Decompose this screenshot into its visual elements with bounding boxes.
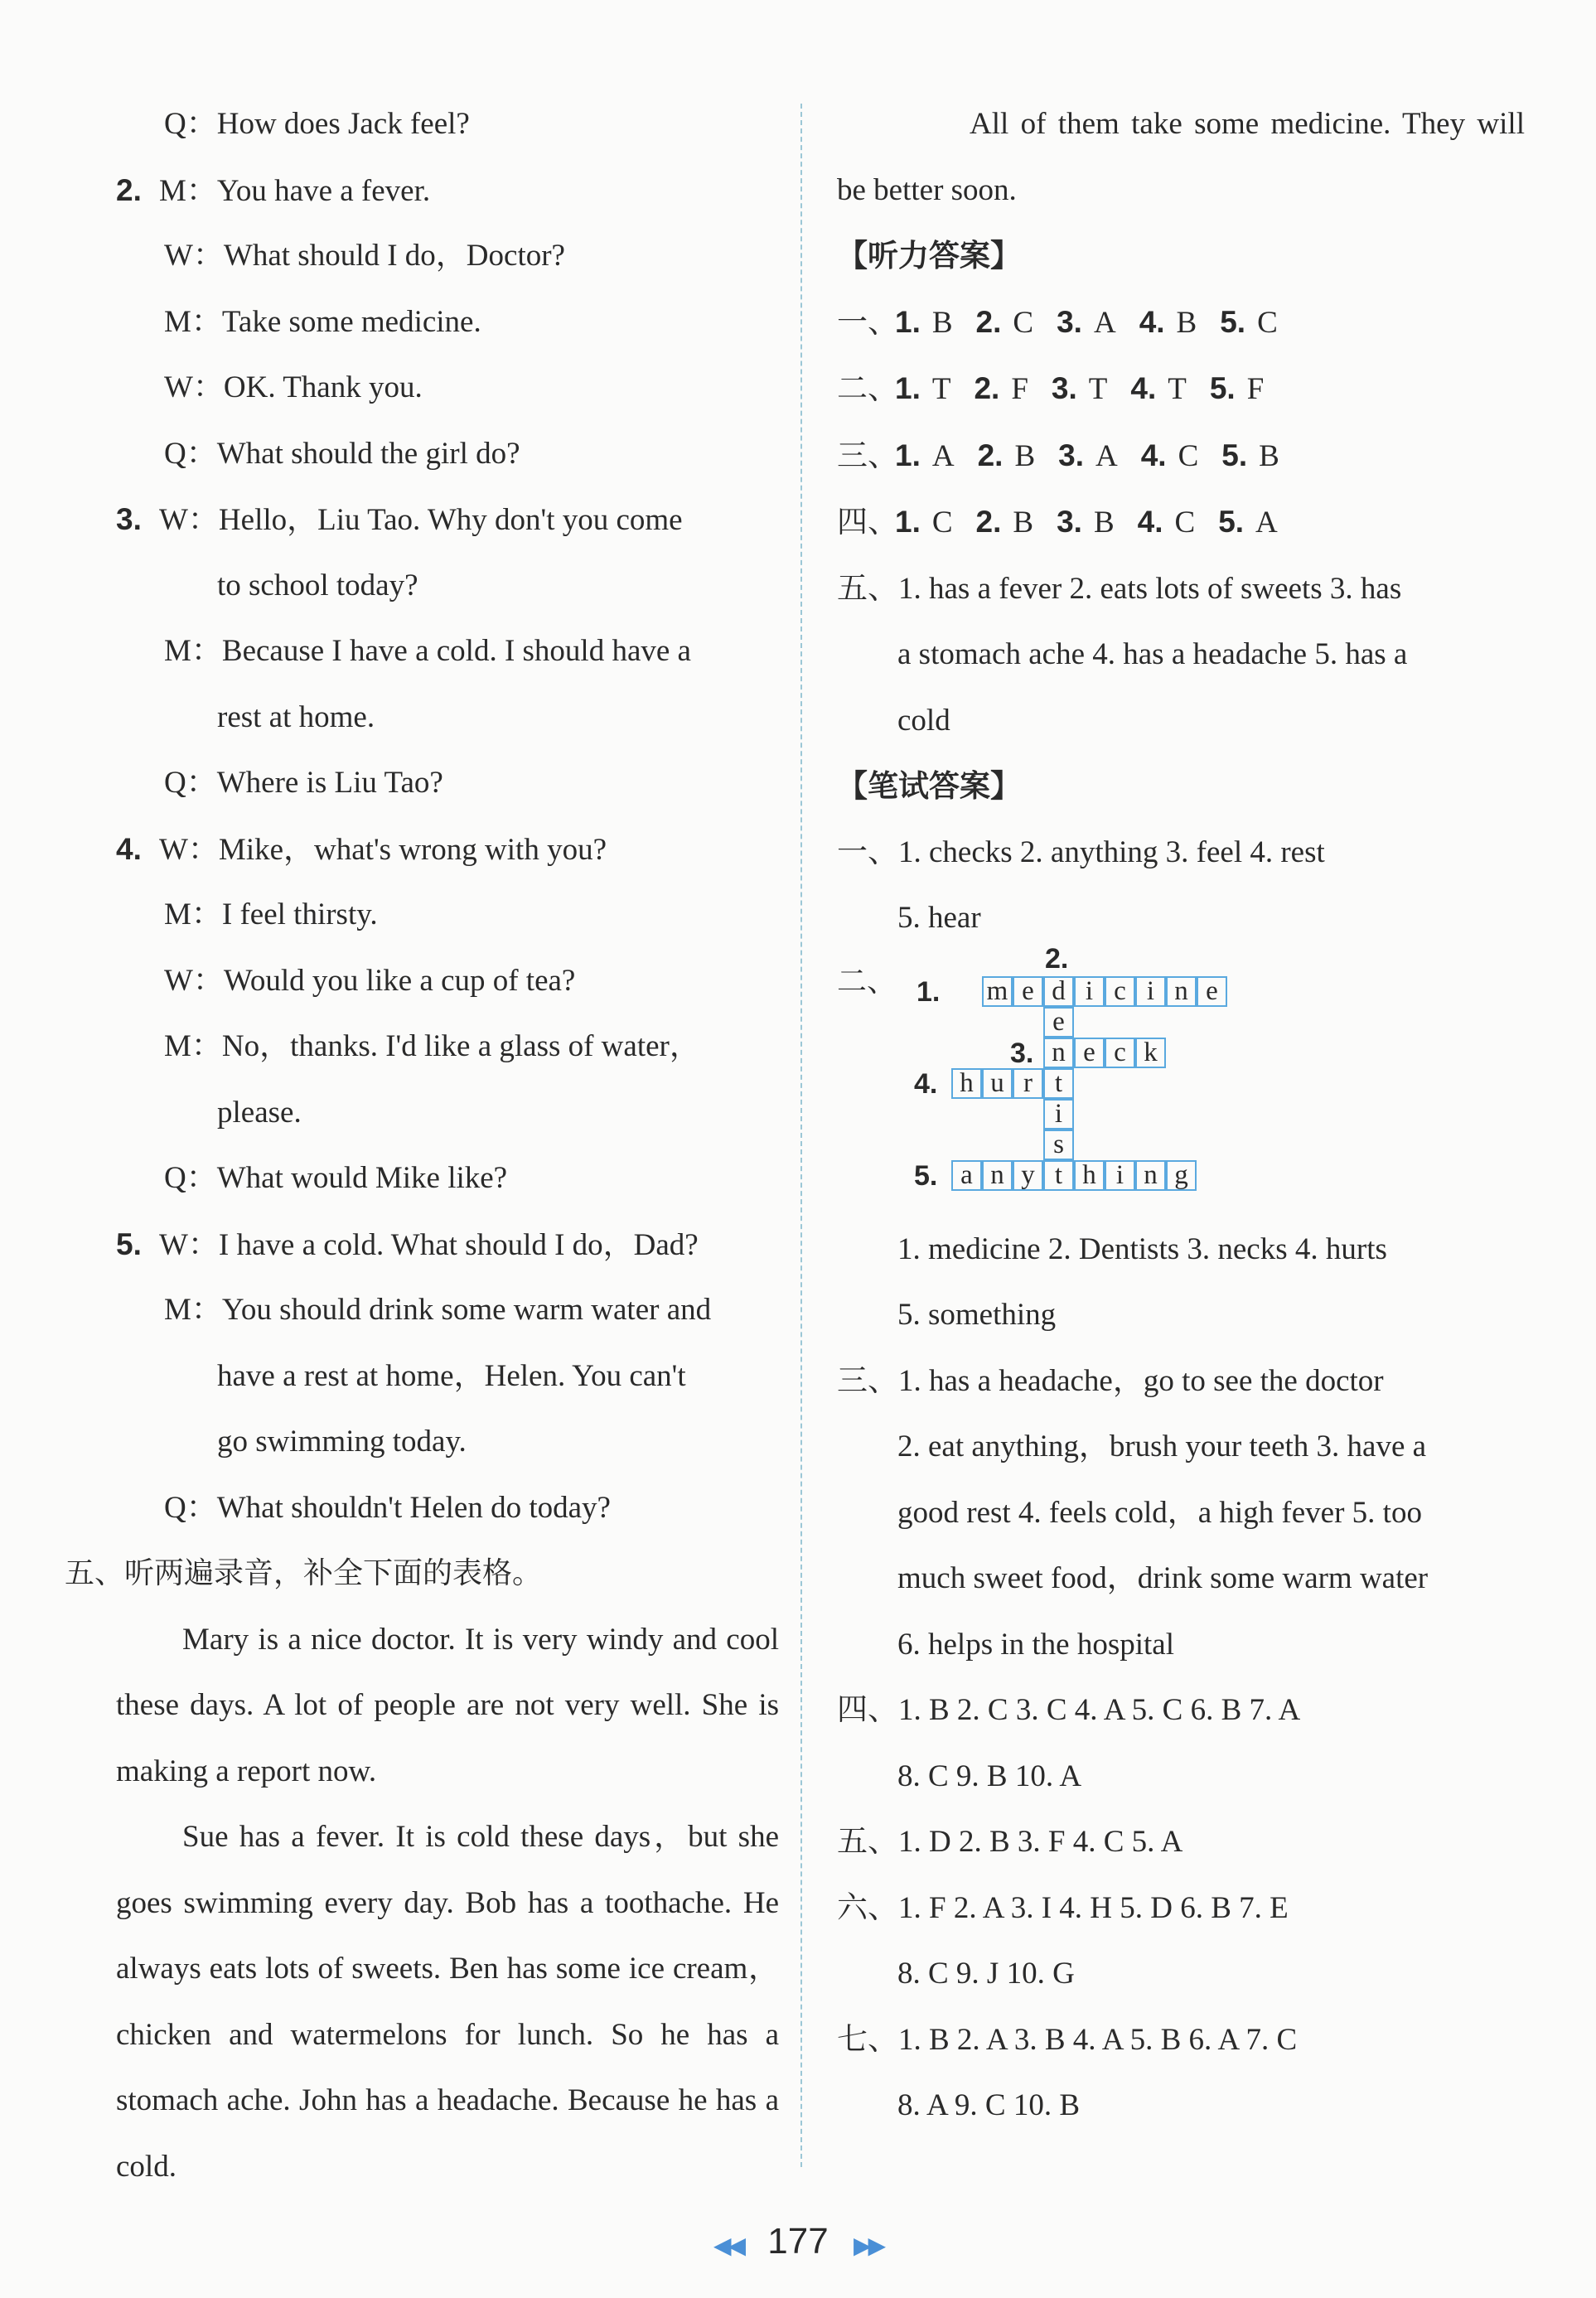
dialogue-lines xyxy=(116,91,779,1541)
answer-item xyxy=(1218,506,1278,539)
written-1-line1: 一、1. checks 2. anything 3. feel 4. rest xyxy=(837,835,1325,869)
crossword-cell: r xyxy=(1013,1068,1043,1099)
written-2-line1: 1. medicine 2. Dentists 3. necks 4. hurts xyxy=(897,1231,1387,1266)
answer-value: B xyxy=(1093,506,1115,539)
crossword-cell: k xyxy=(1135,1038,1166,1068)
crossword-cell: i xyxy=(1105,1160,1135,1191)
dialogue-text: W：Mike，what's wrong with you? xyxy=(159,832,607,867)
page-number: 177 xyxy=(767,2221,829,2262)
crossword-cell: g xyxy=(1166,1160,1197,1191)
crossword-cell: t xyxy=(1043,1068,1074,1099)
dialogue-text: Q：What would Mike like? xyxy=(164,1161,508,1195)
listening-5-line1: 五、1. has a fever 2. eats lots of sweets 3. has xyxy=(837,571,1402,606)
dialogue-text: M：You have a fever. xyxy=(159,173,431,208)
answer-value: B xyxy=(1176,305,1197,340)
dialogue-line xyxy=(116,486,779,553)
dialogue-text: W：What should I do，Doctor? xyxy=(164,239,565,273)
written-3-line3: good rest 4. feels cold，a high fever 5. too xyxy=(897,1495,1422,1530)
item-number: 4. xyxy=(116,831,142,866)
page-footer xyxy=(0,2221,1596,2262)
written-2-line2: 5. something xyxy=(897,1298,1057,1332)
answer-item xyxy=(976,306,1034,340)
answer-item xyxy=(1057,506,1115,539)
written-3-line4: much sweet food，drink some warm water xyxy=(897,1561,1429,1595)
answer-number: 5. xyxy=(1209,371,1236,405)
answer-number: 5. xyxy=(1221,438,1248,472)
item-number: 2. xyxy=(116,172,142,207)
dialogue-line xyxy=(116,91,779,157)
dialogue-line xyxy=(116,1145,779,1212)
crossword-number-2: 2. xyxy=(1045,942,1069,975)
crossword-cell: a xyxy=(951,1160,982,1191)
written-4-line2: 8. C 9. B 10. A xyxy=(897,1759,1082,1793)
dialogue-text: W：OK. Thank you. xyxy=(164,370,423,404)
written-4-line1: 四、1. B 2. C 3. C 4. A 5. C 6. B 7. A xyxy=(837,1693,1301,1727)
answer-row-label: 一、 xyxy=(837,303,898,340)
answer-value: C xyxy=(931,506,953,539)
dialogue-line xyxy=(116,1409,779,1475)
listening-answers xyxy=(837,289,1533,556)
answer-number: 2. xyxy=(974,371,1000,405)
next-page-arrows-icon[interactable]: ▶▶ xyxy=(853,2233,883,2258)
answer-item xyxy=(1210,372,1264,406)
answer-value: F xyxy=(1246,372,1265,406)
answer-item xyxy=(1057,306,1116,340)
crossword-cell: h xyxy=(1074,1160,1105,1191)
answer-number: 2. xyxy=(975,304,1002,339)
dialogue-text: W：Hello，Liu Tao. Why don't you come xyxy=(159,503,683,537)
report-paragraph-1: Mary is a nice doctor. It is very windy and cool these days. A lot of people are not very well. She is making a report now. xyxy=(116,1622,779,1788)
answer-row-label: 四、 xyxy=(837,504,898,539)
answer-number: 3. xyxy=(1057,304,1082,339)
crossword-cell: n xyxy=(982,1160,1013,1191)
written-6-line1: 六、1. F 2. A 3. I 4. H 5. D 6. B 7. E xyxy=(837,1890,1289,1925)
answer-item xyxy=(895,306,953,340)
answer-item xyxy=(978,439,1036,473)
crossword-cell: m xyxy=(982,976,1013,1007)
dialogue-text: M：Because I have a cold. I should have a xyxy=(164,634,691,668)
answer-number: 2. xyxy=(975,505,1002,539)
dialogue-line xyxy=(116,1475,779,1541)
listening-5-line3: cold xyxy=(897,703,950,738)
answer-item xyxy=(895,439,955,473)
answer-number: 1. xyxy=(895,505,921,539)
dialogue-line xyxy=(116,223,779,289)
answer-item xyxy=(895,372,950,406)
written-3-line2: 2. eat anything，brush your teeth 3. have a xyxy=(897,1430,1427,1463)
crossword-cell: n xyxy=(1043,1038,1074,1068)
crossword-cell: d xyxy=(1043,976,1074,1007)
dialogue-text: Q：What shouldn't Helen do today? xyxy=(164,1490,611,1525)
written-answers-title: 【笔试答案】 xyxy=(837,768,1021,804)
answer-number: 3. xyxy=(1058,438,1084,472)
crossword-number-4: 4. xyxy=(914,1067,938,1100)
dialogue-text: rest at home. xyxy=(217,699,375,734)
dialogue-text: please. xyxy=(217,1095,302,1130)
answer-value: T xyxy=(931,372,951,406)
crossword-cell: e xyxy=(1013,976,1043,1007)
crossword-number-5: 5. xyxy=(914,1159,938,1192)
written-3-line5: 6. helps in the hospital xyxy=(897,1627,1174,1662)
report-paragraph-2: Sue has a fever. It is cold these days，but she goes swimming every day. Bob has a toothache. He always eats lots of sweets. Ben has some ice cream，chicken and watermelons for lunch. So he has a stomach ache. John has a headache. Because he has a cold. xyxy=(116,1820,779,2184)
dialogue-line xyxy=(116,157,779,224)
dialogue-line xyxy=(116,816,779,883)
written-3-line1: 三、1. has a headache，go to see the doctor xyxy=(837,1363,1384,1398)
dialogue-line xyxy=(116,882,779,948)
answer-value: A xyxy=(1095,438,1118,473)
listening-5-line2: a stomach ache 4. has a headache 5. has a xyxy=(897,637,1408,671)
answer-number: 4. xyxy=(1139,304,1165,339)
answer-item xyxy=(895,506,953,539)
answer-value: T xyxy=(1088,372,1108,406)
answer-item xyxy=(1139,306,1197,340)
dialogue-line xyxy=(116,1212,779,1278)
answer-item xyxy=(1052,372,1107,406)
answer-value: C xyxy=(1013,305,1034,340)
report-paragraph-3: All of them take some medicine. They will be better soon. xyxy=(837,107,1525,207)
crossword-cell: i xyxy=(1135,976,1166,1007)
dialogue-text: Q：Where is Liu Tao? xyxy=(164,766,443,800)
answer-number: 1. xyxy=(895,304,921,339)
dialogue-text: M：Take some medicine. xyxy=(164,304,481,339)
answer-number: 3. xyxy=(1057,505,1082,539)
crossword-cell: c xyxy=(1105,1038,1135,1068)
written-7-line1: 七、1. B 2. A 3. B 4. A 5. B 6. A 7. C xyxy=(837,2022,1298,2057)
written-6-line2: 8. C 9. J 10. G xyxy=(897,1957,1075,1991)
answer-row-label: 二、 xyxy=(837,370,898,406)
dialogue-text: W：I have a cold. What should I do，Dad? xyxy=(159,1227,699,1262)
dialogue-line xyxy=(116,289,779,356)
crossword-cell: e xyxy=(1074,1038,1105,1068)
answer-number: 5. xyxy=(1220,304,1246,339)
answer-item xyxy=(1221,439,1279,473)
answer-number: 3. xyxy=(1051,371,1077,405)
dialogue-text: have a rest at home，Helen. You can't xyxy=(217,1358,686,1393)
answer-item xyxy=(976,506,1034,539)
dialogue-text: W：Would you like a cup of tea? xyxy=(164,963,576,998)
column-divider xyxy=(800,104,802,2167)
answer-value: A xyxy=(931,438,955,473)
answer-value: A xyxy=(1093,305,1116,340)
dialogue-line xyxy=(116,1277,779,1343)
dialogue-line xyxy=(116,355,779,421)
answer-value: B xyxy=(1259,438,1279,473)
written-2-label: 二、 xyxy=(837,964,897,999)
answer-value: T xyxy=(1168,372,1187,406)
answer-value: A xyxy=(1255,506,1278,539)
answer-row-label: 三、 xyxy=(837,437,898,473)
answer-item xyxy=(1138,506,1196,539)
answer-value: C xyxy=(1174,506,1196,539)
dialogue-line xyxy=(116,1343,779,1410)
item-number: 5. xyxy=(116,1226,142,1261)
answer-value: B xyxy=(1013,506,1034,539)
written-1-line2: 5. hear xyxy=(897,901,981,935)
dialogue-line xyxy=(116,750,779,816)
dialogue-text: Q：What should the girl do? xyxy=(164,436,520,471)
crossword-cell: n xyxy=(1166,976,1197,1007)
crossword-number-1: 1. xyxy=(916,975,941,1008)
answer-number: 4. xyxy=(1137,505,1163,539)
answer-number: 1. xyxy=(895,438,921,472)
dialogue-text: M：No，thanks. I'd like a glass of water， xyxy=(164,1029,700,1063)
dialogue-text: M：I feel thirsty. xyxy=(164,897,378,931)
crossword-cell: n xyxy=(1135,1160,1166,1191)
answer-row xyxy=(837,423,1533,490)
dialogue-line xyxy=(116,421,779,487)
answer-value: F xyxy=(1011,372,1028,406)
listening-answers-title: 【听力答案】 xyxy=(837,238,1021,273)
dialogue-line xyxy=(116,1080,779,1146)
answer-item xyxy=(1130,372,1186,406)
dialogue-line xyxy=(116,618,779,685)
crossword-cell: h xyxy=(951,1068,982,1099)
dialogue-text: to school today? xyxy=(217,568,418,602)
answer-item xyxy=(974,372,1028,406)
answer-row xyxy=(837,489,1533,556)
answer-items xyxy=(895,289,1301,356)
answer-item xyxy=(1220,306,1278,340)
dialogue-line xyxy=(116,1014,779,1080)
crossword-cell: e xyxy=(1043,1007,1074,1038)
prev-page-arrows-icon[interactable]: ◀◀ xyxy=(713,2233,743,2258)
answer-row xyxy=(837,289,1533,356)
answer-number: 1. xyxy=(895,371,921,405)
answer-number: 4. xyxy=(1130,371,1157,405)
written-5-line1: 五、1. D 2. B 3. F 4. C 5. A xyxy=(837,1825,1183,1859)
answer-item xyxy=(1058,439,1118,473)
section-5-heading: 五、听两遍录音，补全下面的表格。 xyxy=(65,1556,543,1590)
answer-items xyxy=(895,423,1303,490)
crossword-cell: y xyxy=(1013,1160,1043,1191)
crossword-number-3: 3. xyxy=(1010,1037,1034,1069)
crossword-cell: s xyxy=(1043,1130,1074,1160)
answer-row xyxy=(837,356,1533,423)
crossword-cell: e xyxy=(1197,976,1227,1007)
right-column xyxy=(837,91,1533,2139)
dialogue-line xyxy=(116,685,779,751)
written-7-line2: 8. A 9. C 10. B xyxy=(897,2088,1080,2122)
answer-value: B xyxy=(1014,438,1036,473)
answer-item xyxy=(1141,439,1199,473)
answer-items xyxy=(895,356,1287,423)
answer-number: 4. xyxy=(1140,438,1167,472)
answer-value: C xyxy=(1178,438,1199,473)
crossword-block xyxy=(837,942,1533,1217)
dialogue-line xyxy=(116,553,779,619)
dialogue-line xyxy=(116,948,779,1014)
dialogue-text: M：You should drink some warm water and xyxy=(164,1293,712,1327)
answer-number: 5. xyxy=(1218,505,1245,539)
left-column xyxy=(65,91,779,2199)
crossword-cell: u xyxy=(982,1068,1013,1099)
answer-value: C xyxy=(1257,305,1278,340)
answer-value: B xyxy=(931,305,953,340)
dialogue-text: Q：How does Jack feel? xyxy=(164,107,470,141)
crossword-cell: i xyxy=(1043,1099,1074,1130)
crossword-cell: i xyxy=(1074,976,1105,1007)
answer-items xyxy=(895,489,1301,556)
answer-number: 2. xyxy=(977,438,1004,472)
item-number: 3. xyxy=(116,502,142,536)
crossword-cell: t xyxy=(1043,1160,1074,1191)
dialogue-text: go swimming today. xyxy=(217,1425,467,1459)
crossword-cell: c xyxy=(1105,976,1135,1007)
